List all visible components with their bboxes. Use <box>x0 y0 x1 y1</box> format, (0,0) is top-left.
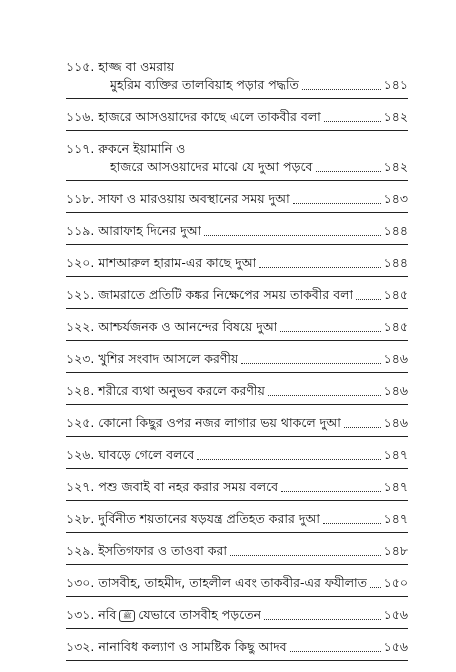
toc-title: ১২০. মাশআরুল হারাম-এর কাছে দুআ <box>66 255 257 270</box>
toc-page-number: ১৫০ <box>383 575 408 590</box>
divider <box>66 340 408 341</box>
toc-line <box>66 606 408 624</box>
toc-title-part: যেভাবে তাসবীহ পড়তেন <box>138 607 262 622</box>
dot-leader <box>230 555 381 556</box>
toc-entry <box>66 638 408 661</box>
toc-entry <box>66 108 408 131</box>
dot-leader <box>241 363 380 364</box>
toc-line <box>66 58 408 76</box>
dot-leader <box>281 491 381 492</box>
toc-entry <box>66 478 408 501</box>
toc-entry <box>66 382 408 405</box>
toc-page-number: ১৪২ <box>383 159 408 174</box>
divider <box>66 98 408 99</box>
toc-title: হাজরে আসওয়াদের মাঝে যে দুআ পড়বে <box>110 159 313 174</box>
toc-page-number: ১৪৫ <box>383 319 408 334</box>
toc-entry <box>66 254 408 277</box>
dot-leader <box>197 459 380 460</box>
toc-entry <box>66 414 408 437</box>
toc-title: ১২৪. শরীরে ব্যথা অনুভব করলে করণীয় <box>66 383 265 398</box>
toc-line <box>66 574 408 592</box>
toc-entry <box>66 446 408 469</box>
toc-line <box>66 76 408 94</box>
toc-line <box>66 414 408 432</box>
toc-title: ১১৮. সাফা ও মারওয়ায় অবস্থানের সময় দুআ <box>66 191 290 206</box>
toc-line <box>66 222 408 240</box>
dot-leader <box>370 587 381 588</box>
toc-line <box>66 318 408 336</box>
divider <box>66 500 408 501</box>
toc-entry <box>66 574 408 597</box>
toc-entry <box>66 510 408 533</box>
toc-title: ১২৭. পশু জবাই বা নহর করার সময় বলবে <box>66 479 279 494</box>
divider <box>66 180 408 181</box>
toc-line <box>66 254 408 272</box>
divider <box>66 660 408 661</box>
divider <box>66 404 408 405</box>
toc-page-number: ১৪৬ <box>383 383 408 398</box>
divider <box>66 130 408 131</box>
toc-entry <box>66 140 408 181</box>
toc-title: ১১৬. হাজরে আসওয়াদের কাছে এলে তাকবীর বলা <box>66 109 321 124</box>
toc-title: ১২৩. খুশির সংবাদ আসলে করণীয় <box>66 351 239 366</box>
toc-line <box>66 140 408 158</box>
toc-line <box>66 190 408 208</box>
toc-entry <box>66 350 408 373</box>
toc-page-number: ১৪৪ <box>383 255 408 270</box>
salawat-ligature-icon: ﷺ <box>119 610 135 622</box>
dot-leader <box>268 395 381 396</box>
dot-leader <box>293 203 381 204</box>
toc-title: ১২৫. কোনো কিছুর ওপর নজর লাগার ভয় থাকলে দুআ <box>66 415 341 430</box>
toc-line <box>66 446 408 464</box>
toc-title: ১১৯. আরাফাহ দিনের দুআ <box>66 223 202 238</box>
toc-title: ১৩২. নানাবিধ কল্যাণ ও সামষ্টিক কিছু আদব <box>66 639 287 654</box>
toc-title: ১২১. জামরাতে প্রতিটি কঙ্কর নিক্ষেপের সময় তাকবীর বলা <box>66 287 354 302</box>
dot-leader <box>264 619 381 620</box>
toc-line <box>66 382 408 400</box>
divider <box>66 212 408 213</box>
toc-entry <box>66 222 408 245</box>
table-of-contents <box>66 58 408 670</box>
toc-entry <box>66 190 408 213</box>
toc-line <box>66 510 408 528</box>
dot-leader <box>290 651 381 652</box>
toc-title <box>66 606 261 624</box>
toc-entry <box>66 542 408 565</box>
toc-page-number: ১৪৬ <box>383 415 408 430</box>
toc-line <box>66 638 408 656</box>
toc-page-number: ১৪৭ <box>383 447 408 462</box>
toc-line <box>66 478 408 496</box>
divider <box>66 628 408 629</box>
toc-page-number: ১৪২ <box>383 109 408 124</box>
toc-page-number: ১৪৪ <box>383 223 408 238</box>
divider <box>66 372 408 373</box>
divider <box>66 276 408 277</box>
dot-leader <box>323 523 381 524</box>
toc-line <box>66 108 408 126</box>
toc-title: ১৩০. তাসবীহ, তাহমীদ, তাহলীল এবং তাকবীর-এর ফযীলাত <box>66 575 368 590</box>
toc-title: ১২৯. ইসতিগফার ও তাওবা করা <box>66 543 227 558</box>
toc-line <box>66 286 408 304</box>
toc-entry <box>66 318 408 341</box>
toc-title: মুহরিম ব্যক্তির তালবিয়াহ পড়ার পদ্ধতি <box>110 77 299 92</box>
divider <box>66 308 408 309</box>
toc-page-number: ১৪৮ <box>383 543 408 558</box>
dot-leader <box>259 267 380 268</box>
toc-page-number: ১৫৬ <box>383 639 408 654</box>
divider <box>66 596 408 597</box>
toc-page-number: ১৪৭ <box>383 479 408 494</box>
toc-title: ১২২. আশ্চর্যজনক ও আনন্দের বিষয়ে দুআ <box>66 319 278 334</box>
dot-leader <box>302 89 381 90</box>
toc-page-number: ১৫৬ <box>383 607 408 622</box>
divider <box>66 532 408 533</box>
toc-page-number: ১৪৫ <box>383 287 408 302</box>
divider <box>66 436 408 437</box>
toc-entry <box>66 58 408 99</box>
toc-page-number: ১৪৭ <box>383 511 408 526</box>
toc-page-number: ১৪১ <box>383 77 408 92</box>
divider <box>66 564 408 565</box>
toc-line <box>66 542 408 560</box>
divider <box>66 244 408 245</box>
toc-title: ১২৮. দুর্বিনীত শয়তানের ষড়যন্ত্র প্রতিহত করার দুআ <box>66 511 321 526</box>
dot-leader <box>324 121 381 122</box>
toc-line <box>66 350 408 368</box>
toc-title: ১১৫. হাজ্জ বা ওমরায় <box>66 59 175 74</box>
toc-entry <box>66 606 408 629</box>
dot-leader <box>316 171 381 172</box>
toc-line <box>66 158 408 176</box>
toc-page-number: ১৪৬ <box>383 351 408 366</box>
toc-title-part: ১৩১. নবি <box>66 607 117 622</box>
dot-leader <box>356 299 381 300</box>
dot-leader <box>344 427 381 428</box>
toc-title: ১১৭. রুকনে ইয়ামানি ও <box>66 141 186 156</box>
toc-title: ১২৬. ঘাবড়ে গেলে বলবে <box>66 447 195 462</box>
toc-entry <box>66 286 408 309</box>
toc-page-number: ১৪৩ <box>383 191 408 206</box>
dot-leader <box>280 331 380 332</box>
dot-leader <box>204 235 380 236</box>
divider <box>66 468 408 469</box>
